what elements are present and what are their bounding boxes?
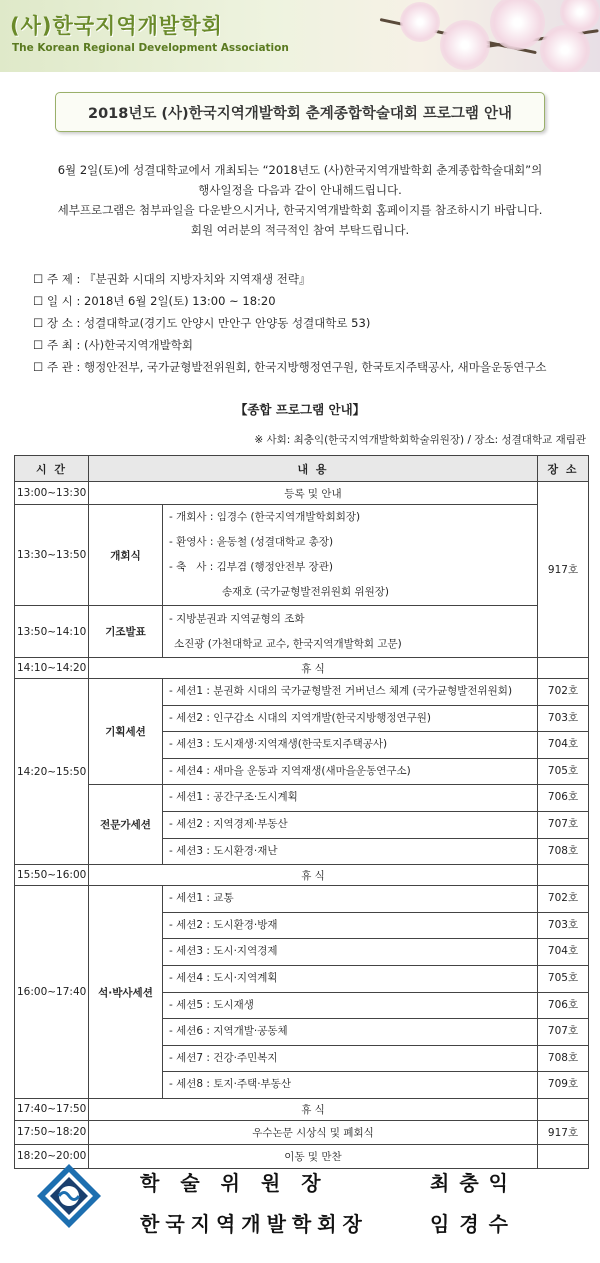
room-cell	[538, 658, 589, 679]
room-item: 705호	[538, 966, 588, 993]
content-cell	[163, 679, 538, 785]
org-name-english: The Korean Regional Development Association	[12, 42, 289, 54]
time-cell: 13:30~13:50	[15, 505, 89, 606]
time-cell: 14:10~14:20	[15, 658, 89, 679]
list-item: 송재호 (국가균형발전위원회 위원장)	[222, 586, 390, 598]
moderator-note: ※ 사회: 최충익(한국지역개발학회학술위원장) / 장소: 성결대학교 재림관	[254, 434, 586, 446]
session-item: - 세션3 : 도시환경·재난	[169, 844, 278, 857]
blossom-decoration	[490, 0, 545, 50]
session-item: - 세션4 : 새마을 운동과 지역재생(새마을운동연구소)	[169, 764, 411, 777]
list-item: - 지방분권과 지역균형의 조화	[169, 612, 305, 625]
session-item: - 세션7 : 건강·주민복지	[163, 1046, 537, 1073]
room-item: 708호	[538, 1046, 588, 1073]
session-item: - 세션1 : 분권화 시대의 국가균형발전 거버넌스 체계 (국가균형발전위원회)	[163, 679, 537, 706]
page-title: 2018년도 (사)한국지역개발학회 춘계종합학술대회 프로그램 안내	[88, 105, 512, 122]
session-item: - 세션8 : 토지·주택·부동산	[169, 1078, 291, 1091]
content-cell: 등록 및 안내	[89, 482, 538, 505]
content-cell: 우수논문 시상식 및 폐회식	[89, 1120, 538, 1144]
header-content: 내 용	[89, 456, 538, 482]
content-cell: 휴 식	[89, 658, 538, 679]
content-cell	[163, 606, 538, 658]
table-row	[15, 886, 589, 1099]
time-cell: 13:50~14:10	[15, 606, 89, 658]
list-item: - 축 사 : 김부겸 (행정안전부 장관)	[169, 561, 333, 573]
content-cell: 휴 식	[89, 1098, 538, 1120]
list-item: 소진광 (가천대학교 교수, 한국지역개발학회 고문)	[174, 637, 402, 650]
title-box	[55, 92, 545, 132]
info-theme: ☐ 주 제 : 『분권화 시대의 지방자치와 지역재생 전략』	[33, 272, 311, 286]
session-item: - 세션5 : 도시재생	[163, 993, 537, 1020]
signature-name: 임경수	[430, 1212, 518, 1236]
signature-committee-chair	[140, 1167, 518, 1196]
room-cell	[538, 785, 589, 865]
room-cell	[538, 679, 589, 785]
room-item: 707호	[538, 812, 588, 839]
session-item: - 세션3 : 도시·지역경제	[163, 939, 537, 966]
table-row	[15, 1120, 589, 1144]
room-item: 704호	[538, 939, 588, 966]
intro-line: 세부프로그램은 첨부파일을 다운받으시거나, 한국지역개발학회 홈페이지를 참조하시기 바랍니다.	[57, 203, 543, 217]
table-row	[15, 679, 589, 785]
signature-president	[140, 1208, 518, 1237]
table-row	[15, 865, 589, 886]
time-cell: 16:00~17:40	[15, 886, 89, 1099]
room-cell	[538, 1144, 589, 1168]
room-item: 705호	[547, 764, 579, 777]
list-item: - 개회사 : 임경수 (한국지역개발학회회장)	[169, 511, 361, 523]
room-item: 703호	[538, 706, 588, 733]
session-item: - 세션2 : 도시환경·방재	[163, 913, 537, 940]
time-cell: 15:50~16:00	[15, 865, 89, 886]
blossom-decoration	[400, 2, 440, 42]
program-heading: 【종합 프로그램 안내】	[234, 402, 366, 417]
table-header-row	[15, 456, 589, 482]
org-name-korean: (사)한국지역개발학회	[10, 14, 223, 38]
blossom-decoration	[440, 20, 490, 70]
content-cell: 휴 식	[89, 865, 538, 886]
header-room: 장 소	[538, 456, 589, 482]
info-organizers: ☐ 주 관 : 행정안전부, 국가균형발전위원회, 한국지방행정연구원, 한국토지주택공사, 새마을운동연구소	[33, 360, 547, 374]
room-item: 706호	[538, 785, 588, 812]
session-item: - 세션1 : 교통	[163, 886, 537, 913]
intro-line: 6월 2일(토)에 성결대학교에서 개최되는 “2018년도 (사)한국지역개발학회 춘계종합학술대회”의	[57, 163, 543, 177]
session-item: - 세션2 : 지역경제·부동산	[163, 812, 537, 839]
room-item: 707호	[538, 1019, 588, 1046]
time-cell: 17:50~18:20	[15, 1120, 89, 1144]
list-item: - 환영사 : 윤동철 (성결대학교 총장)	[169, 536, 334, 548]
table-row	[15, 658, 589, 679]
session-item: - 세션6 : 지역개발·공동체	[163, 1019, 537, 1046]
signature-name: 최충익	[430, 1171, 518, 1195]
signature-role: 학술위원장	[140, 1171, 342, 1195]
category-cell: 기조발표	[89, 606, 163, 658]
signature-role: 한국지역개발학회장	[140, 1212, 368, 1236]
room-item: 702호	[538, 679, 588, 706]
header-banner	[0, 0, 600, 72]
session-item: - 세션4 : 도시·지역계획	[163, 966, 537, 993]
session-item: - 세션3 : 도시재생·지역재생(한국토지주택공사)	[163, 732, 537, 759]
info-venue: ☐ 장 소 : 성결대학교(경기도 안양시 만안구 안양동 성결대학로 53)	[33, 316, 371, 330]
room-item: 706호	[538, 993, 588, 1020]
room-item: 708호	[547, 844, 579, 857]
content-cell	[163, 505, 538, 606]
room-item: 704호	[538, 732, 588, 759]
time-cell: 18:20~20:00	[15, 1144, 89, 1168]
session-item: - 세션1 : 공간구조·도시계획	[163, 785, 537, 812]
room-cell	[538, 865, 589, 886]
info-host: ☐ 주 최 : (사)한국지역개발학회	[33, 338, 193, 352]
content-cell: 이동 및 만찬	[89, 1144, 538, 1168]
content-cell	[163, 785, 538, 865]
room-cell: 917호	[538, 482, 589, 658]
table-row	[15, 1098, 589, 1120]
schedule-table	[14, 455, 589, 1169]
category-cell: 개회식	[89, 505, 163, 606]
time-cell: 17:40~17:50	[15, 1098, 89, 1120]
room-cell	[538, 886, 589, 1099]
session-item: - 세션2 : 인구감소 시대의 지역개발(한국지방행정연구원)	[163, 706, 537, 733]
room-item: 702호	[538, 886, 588, 913]
intro-text	[20, 160, 580, 240]
category-cell: 전문가세션	[89, 785, 163, 865]
table-row	[15, 482, 589, 505]
blossom-decoration	[540, 25, 590, 72]
info-datetime: ☐ 일 시 : 2018년 6월 2일(토) 13:00 ~ 18:20	[33, 294, 276, 308]
content-cell	[163, 886, 538, 1099]
table-row	[15, 606, 589, 658]
table-row	[15, 785, 589, 865]
intro-line: 행사일정을 다음과 같이 안내해드립니다.	[198, 183, 402, 197]
association-logo-icon	[36, 1163, 102, 1229]
blossom-decoration	[560, 0, 600, 32]
table-row	[15, 505, 589, 606]
category-cell: 기획세션	[89, 679, 163, 785]
category-cell: 석·박사세션	[89, 886, 163, 1099]
room-item: 703호	[538, 913, 588, 940]
room-item: 709호	[547, 1078, 579, 1091]
time-cell: 13:00~13:30	[15, 482, 89, 505]
room-cell	[538, 1098, 589, 1120]
event-info-list	[33, 268, 588, 378]
intro-line: 회원 여러분의 적극적인 참여 부탁드립니다.	[190, 223, 410, 237]
room-cell: 917호	[538, 1120, 589, 1144]
time-cell: 14:20~15:50	[15, 679, 89, 865]
header-time: 시 간	[15, 456, 89, 482]
